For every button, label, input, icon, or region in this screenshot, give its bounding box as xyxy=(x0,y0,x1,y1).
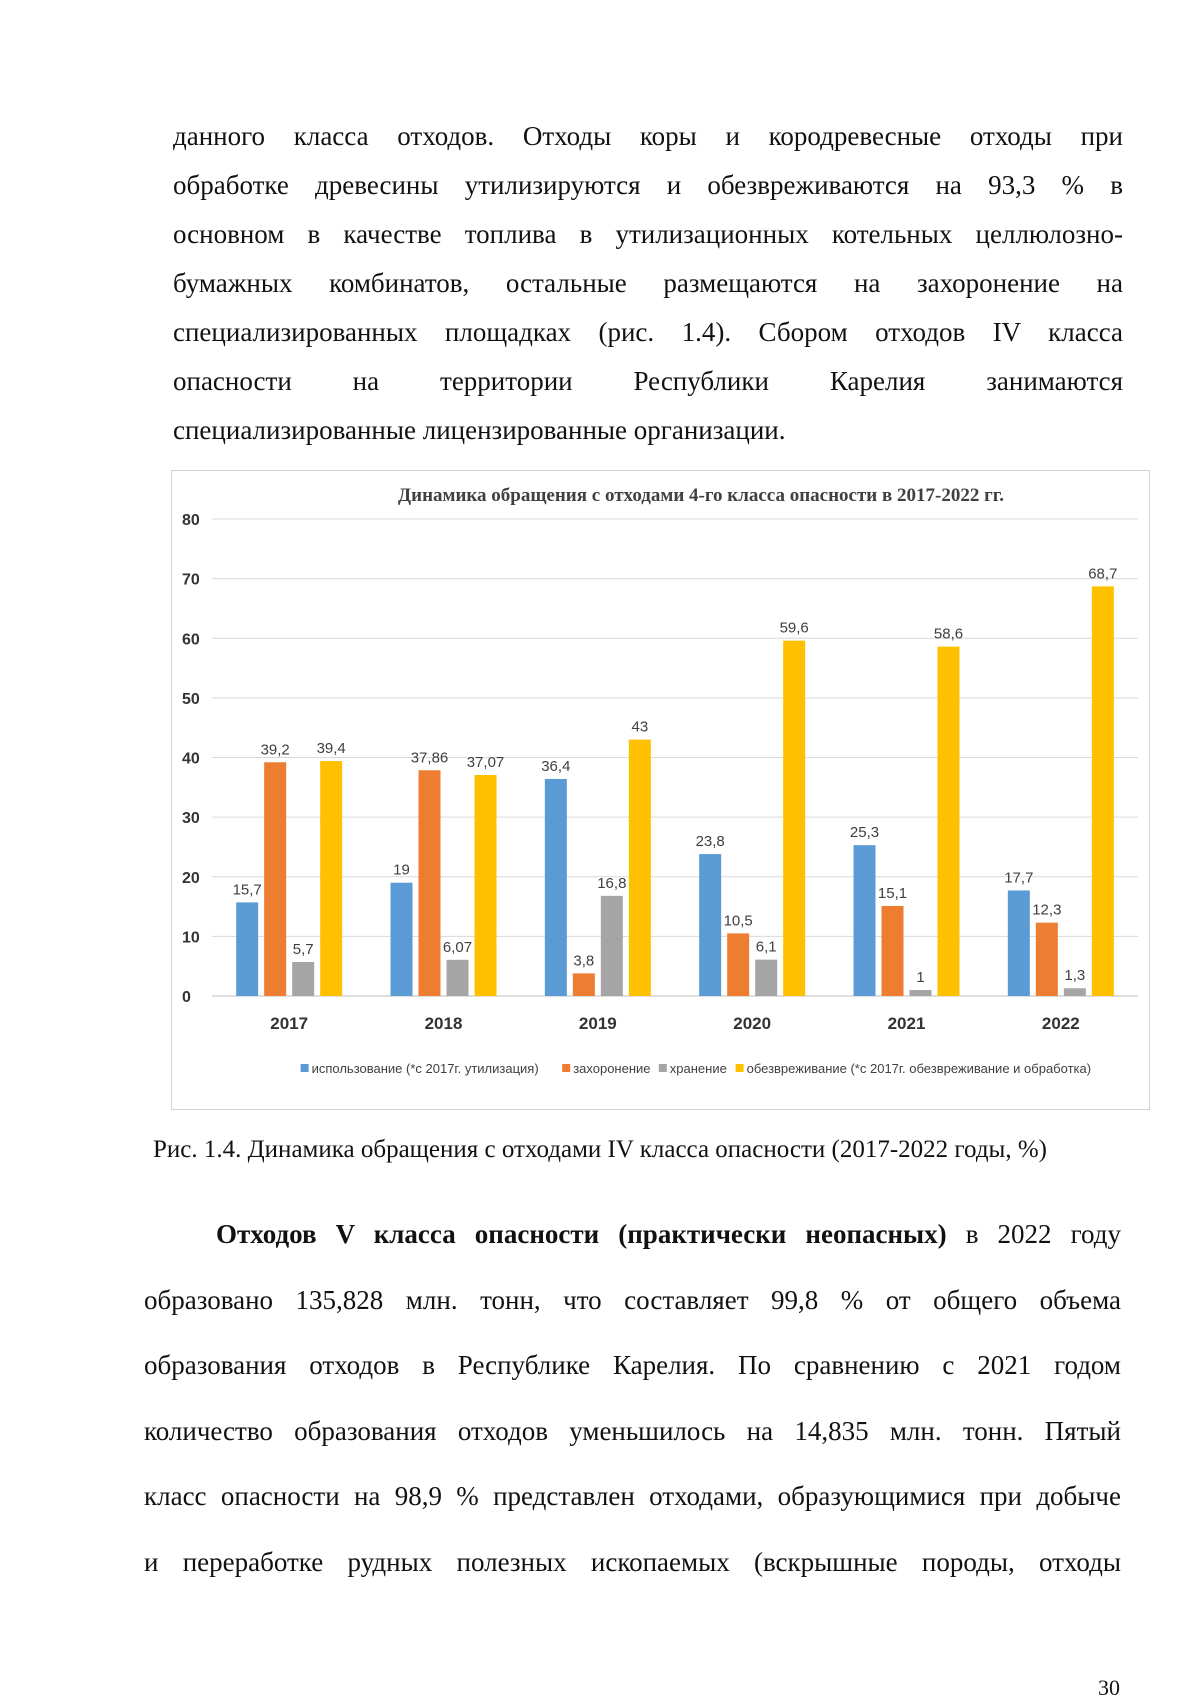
bar xyxy=(236,902,258,996)
data-label: 6,1 xyxy=(755,938,777,956)
legend-swatch xyxy=(562,1064,570,1072)
bar xyxy=(882,906,904,996)
chart-title: Динамика обращения с отходами 4-го класса опасности в 2017-2022 гг. xyxy=(398,485,1004,506)
figure-caption: Рис. 1.4. Динамика обращения с отходами IV класса опасности (2017-2022 годы, %) xyxy=(153,1136,1047,1163)
text-line: количество образования отходов уменьшилось на 14,835 млн. тонн. Пятый xyxy=(144,1415,1121,1446)
text-line: образовано 135,828 млн. тонн, что составляет 99,8 % от общего объема xyxy=(144,1284,1121,1315)
bold-lead: Отходов V класса опасности (практически неопасных) xyxy=(216,1219,947,1249)
bar xyxy=(320,761,342,996)
y-tick-label: 70 xyxy=(182,571,200,589)
bar xyxy=(910,990,932,996)
legend-swatch xyxy=(659,1064,667,1072)
bar xyxy=(629,740,651,996)
bar xyxy=(783,641,805,996)
y-tick-label: 20 xyxy=(182,869,200,887)
text-line: специализированные лицензированные организации. xyxy=(173,415,786,445)
data-label: 12,3 xyxy=(1032,901,1062,919)
chart-container xyxy=(171,470,1150,1110)
text-line: специализированных площадках (рис. 1.4). Сбором отходов IV класса xyxy=(173,317,1123,347)
bar xyxy=(854,845,876,996)
data-label: 19 xyxy=(393,861,410,879)
x-tick-label: 2019 xyxy=(578,1014,617,1033)
text-line: класс опасности на 98,9 % представлен отходами, образующимися при добыче xyxy=(144,1481,1121,1511)
data-label: 1 xyxy=(916,969,925,987)
bar xyxy=(755,960,777,996)
y-tick-label: 10 xyxy=(182,929,200,947)
data-label: 3,8 xyxy=(573,952,595,970)
y-tick-label: 80 xyxy=(182,512,200,529)
legend-label: хранение xyxy=(669,1061,727,1076)
x-tick-label: 2021 xyxy=(887,1014,926,1033)
text-line: бумажных комбинатов, остальные размещаются на захоронение на xyxy=(173,268,1123,298)
data-label: 10,5 xyxy=(723,912,753,930)
bar xyxy=(545,779,567,996)
data-label: 23,8 xyxy=(695,833,725,851)
y-tick-label: 60 xyxy=(182,631,200,649)
bar xyxy=(391,883,413,996)
data-label: 39,4 xyxy=(316,740,346,758)
text-line: данного класса отходов. Отходы коры и кородревесные отходы при xyxy=(173,121,1123,151)
bar xyxy=(1092,586,1114,996)
text-line xyxy=(144,1202,1121,1268)
y-tick-label: 30 xyxy=(182,810,200,828)
bar xyxy=(1064,988,1086,996)
bar xyxy=(727,933,749,996)
bar xyxy=(601,896,623,996)
y-tick-label: 40 xyxy=(182,750,200,768)
legend-label: обезвреживание (*с 2017г. обезвреживание и обработка) xyxy=(746,1061,1092,1076)
data-label: 59,6 xyxy=(779,619,809,637)
data-label: 17,7 xyxy=(1004,869,1034,887)
bar xyxy=(475,775,497,996)
text-line-rest: в 2022 году xyxy=(946,1219,1121,1249)
bar xyxy=(264,762,286,996)
legend-swatch xyxy=(736,1064,744,1072)
legend-swatch xyxy=(301,1064,309,1072)
page-number: 30 xyxy=(1098,1675,1120,1700)
data-label: 25,3 xyxy=(849,824,880,842)
y-tick-label: 0 xyxy=(182,989,191,1006)
data-label: 36,4 xyxy=(541,757,571,775)
legend-label: захоронение xyxy=(573,1061,651,1076)
legend-label: использование (*с 2017г. утилизация) xyxy=(311,1061,539,1076)
text-line: обработке древесины утилизируются и обезвреживаются на 93,3 % в xyxy=(173,170,1123,200)
bar xyxy=(573,973,595,996)
data-label: 37,86 xyxy=(410,749,449,767)
data-label: 6,07 xyxy=(442,938,473,956)
bar xyxy=(292,962,314,996)
bar xyxy=(1036,923,1058,996)
data-label: 37,07 xyxy=(466,753,505,771)
bar xyxy=(938,647,960,996)
data-label: 43 xyxy=(631,718,649,736)
data-label: 68,7 xyxy=(1088,565,1118,583)
bar xyxy=(419,770,441,996)
data-label: 58,6 xyxy=(933,625,964,643)
text-line: и переработке рудных полезных ископаемых (вскрышные породы, отходы xyxy=(144,1546,1121,1577)
data-label: 15,7 xyxy=(232,881,262,899)
bar xyxy=(699,854,721,996)
bar xyxy=(447,960,469,996)
y-tick-label: 50 xyxy=(182,690,200,708)
text-line: образования отходов в Республике Карелия. По сравнению с 2021 годом xyxy=(144,1350,1121,1380)
bar xyxy=(1008,890,1030,996)
x-tick-label: 2017 xyxy=(270,1014,309,1033)
x-tick-label: 2022 xyxy=(1041,1014,1080,1033)
data-label: 39,2 xyxy=(260,741,290,759)
paragraph-2 xyxy=(144,1202,1121,1595)
data-label: 16,8 xyxy=(597,874,627,892)
x-tick-label: 2018 xyxy=(424,1014,463,1033)
text-line: основном в качестве топлива в утилизационных котельных целлюлозно- xyxy=(173,219,1123,249)
data-label: 15,1 xyxy=(877,884,908,902)
data-label: 5,7 xyxy=(292,941,314,959)
data-label: 1,3 xyxy=(1064,967,1086,985)
paragraph-1 xyxy=(173,112,1123,455)
x-tick-label: 2020 xyxy=(733,1014,772,1033)
text-line: опасности на территории Республики Карелия занимаются xyxy=(173,366,1123,396)
chart-svg xyxy=(172,471,1149,1109)
